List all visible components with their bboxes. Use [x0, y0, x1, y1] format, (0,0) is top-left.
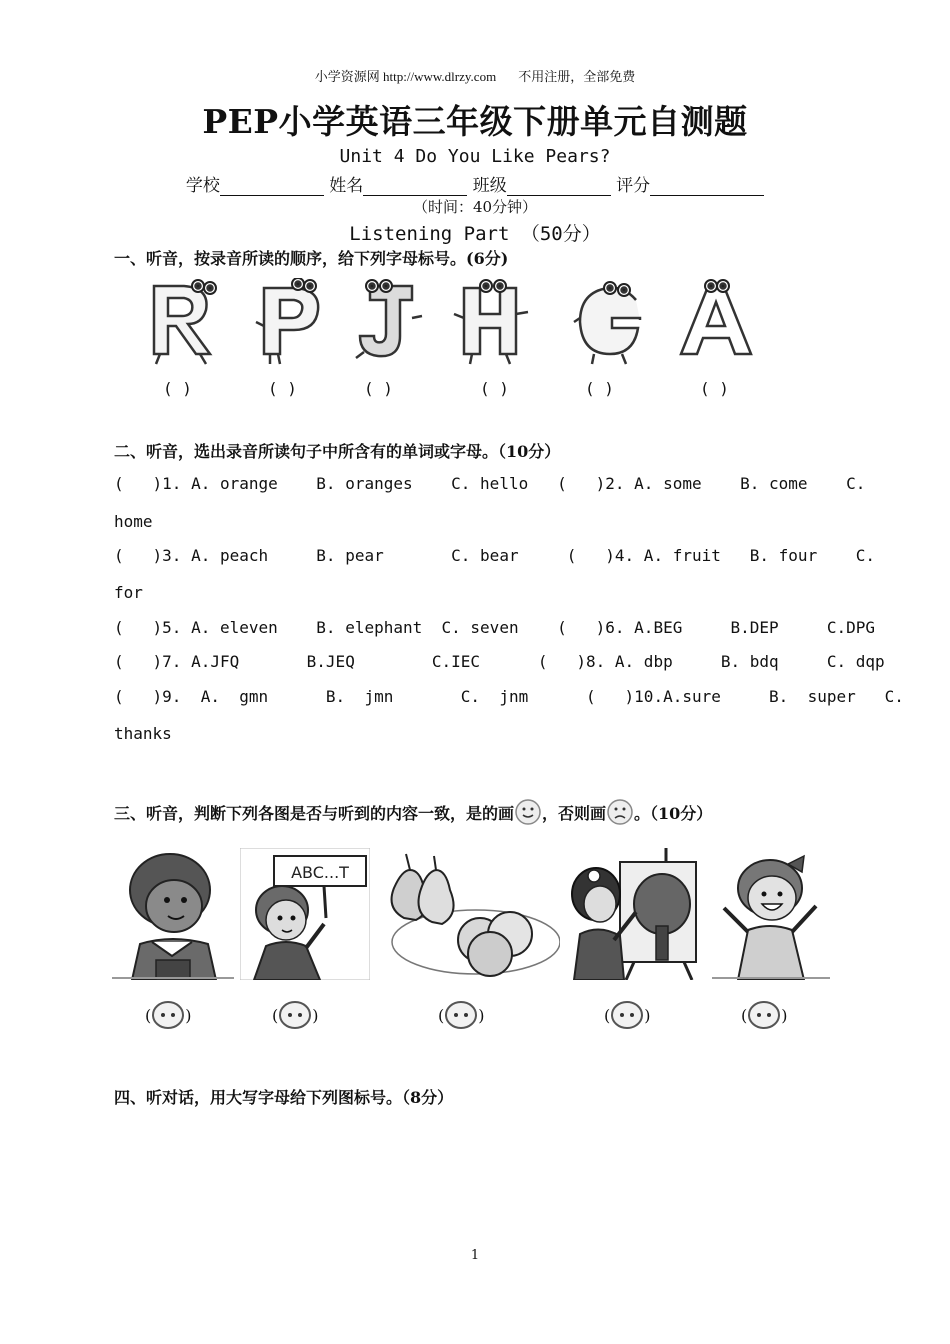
face-answer-4[interactable]: [604, 1000, 651, 1030]
section3-heading-pre: 三、听音，判断下列各图是否与听到的内容一致，是的画: [114, 803, 515, 823]
page-title: PEP小学英语三年级下册单元自测题: [202, 102, 748, 141]
letter-r-figure: [154, 280, 216, 364]
question-line: thanks: [114, 724, 172, 743]
question-line: ( )7. A.JFQ B.JEQ C.IEC ( )8. A. dbp B. bdq C. dqp: [114, 652, 885, 671]
answer-paren-4[interactable]: ( ): [480, 379, 509, 398]
time-limit: （时间：40分钟）: [412, 198, 538, 216]
blank-face-icon: [278, 1000, 312, 1030]
school-blank[interactable]: [220, 177, 324, 196]
name-blank[interactable]: [363, 177, 467, 196]
blank-face-icon: [610, 1000, 644, 1030]
section3-heading-post: 。（10分）: [634, 803, 713, 823]
face-answer-3[interactable]: [438, 1000, 485, 1030]
face-answer-1[interactable]: [145, 1000, 192, 1030]
blank-face-icon: [444, 1000, 478, 1030]
part-title: Listening Part （50分）: [349, 223, 601, 245]
answer-paren-3[interactable]: ( ): [364, 379, 393, 398]
boy-picture: [112, 848, 234, 980]
paren-open: (: [272, 1005, 279, 1025]
score-blank[interactable]: [650, 177, 764, 196]
name-label: 姓名: [329, 176, 364, 196]
letter-h-figure: [454, 280, 528, 364]
question-line: for: [114, 583, 143, 602]
cartoon-letters: [140, 278, 780, 368]
class-blank[interactable]: [507, 177, 611, 196]
section2-heading: 二、听音，选出录音所读句子中所含有的单词或字母。（10分）: [114, 442, 561, 461]
face-answer-5[interactable]: [741, 1000, 788, 1030]
header-site: 小学资源网 http://www.dlrzy.com: [314, 69, 497, 84]
paren-close: ): [781, 1005, 788, 1025]
letter-p-figure: [256, 278, 318, 364]
section3-heading-mid: ，否则画: [542, 803, 607, 823]
happy-girl-picture: [712, 848, 830, 980]
answer-paren-2[interactable]: ( ): [268, 379, 297, 398]
question-line: ( )9. A. gmn B. jmn C. jnm ( )10.A.sure B. super C.: [114, 687, 904, 706]
face-answer-2[interactable]: [272, 1000, 319, 1030]
letter-j-figure: [356, 280, 422, 358]
paren-open: (: [145, 1005, 152, 1025]
page-header: [0, 66, 950, 85]
paren-open: (: [438, 1005, 445, 1025]
info-fields: [0, 171, 950, 196]
paren-close: ): [644, 1005, 651, 1025]
letter-a-figure: [681, 280, 751, 354]
question-line: ( )5. A. eleven B. elephant C. seven ( )6. A.BEG B.DEP C.DPG: [114, 618, 875, 637]
school-label: 学校: [185, 176, 220, 196]
sign-text: ABC...T: [291, 863, 349, 882]
question-line: ( )3. A. peach B. pear C. bear ( )4. A. fruit B. four C.: [114, 546, 875, 565]
question-line: home: [114, 512, 153, 531]
pears-and-peaches-picture: [380, 848, 560, 980]
answer-paren-6[interactable]: ( ): [700, 379, 729, 398]
unit-title: Unit 4 Do You Like Pears?: [339, 146, 611, 167]
header-note: 不用注册，全部免费: [518, 69, 636, 84]
answer-paren-5[interactable]: ( ): [585, 379, 614, 398]
blank-face-icon: [747, 1000, 781, 1030]
class-label: 班级: [472, 176, 507, 196]
section3-heading: [114, 798, 712, 826]
paren-close: ): [185, 1005, 192, 1025]
blank-face-icon: [151, 1000, 185, 1030]
section1-heading: 一、听音，按录音所读的顺序，给下列字母标号。(6分): [114, 249, 509, 268]
paren-close: ): [312, 1005, 319, 1025]
page-number: 1: [470, 1248, 480, 1263]
smile-face-icon: [514, 798, 542, 826]
girl-with-sign-picture: [240, 848, 370, 980]
answer-paren-1[interactable]: ( ): [163, 379, 192, 398]
paren-open: (: [604, 1005, 611, 1025]
score-label: 评分: [616, 176, 651, 196]
question-line: ( )1. A. orange B. oranges C. hello ( )2. A. some B. come C.: [114, 474, 866, 493]
sad-face-icon: [606, 798, 634, 826]
section4-heading: 四、听对话，用大写字母给下列图标号。（8分）: [114, 1088, 454, 1107]
paren-open: (: [741, 1005, 748, 1025]
girl-painting-picture: [570, 848, 700, 980]
paren-close: ): [478, 1005, 485, 1025]
letter-g-figure: [574, 282, 640, 364]
